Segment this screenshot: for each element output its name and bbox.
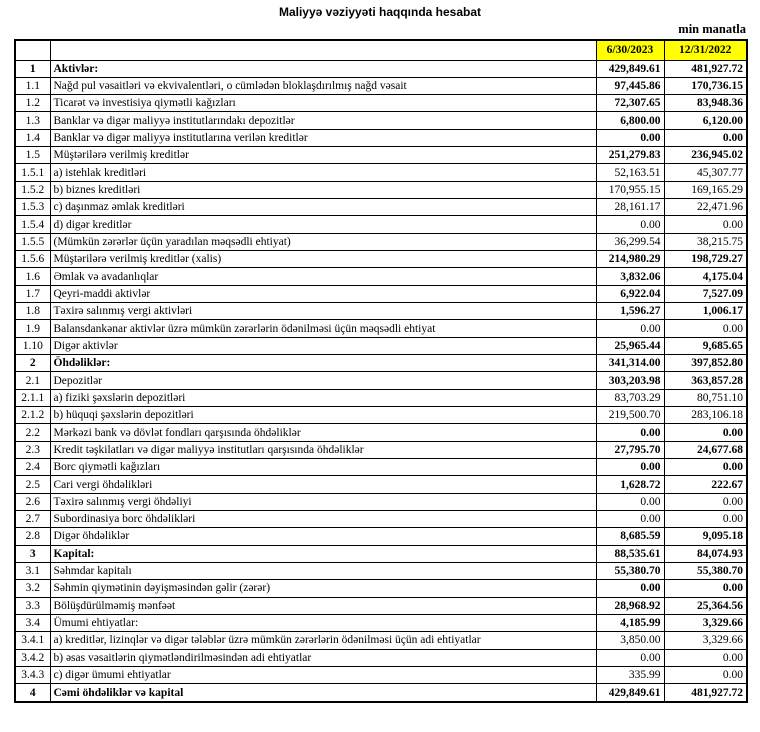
value-period-1-cell: 97,445.86: [596, 77, 664, 94]
table-row: [15, 355, 747, 372]
row-label-cell: Digər öhdəliklər: [50, 528, 596, 545]
value-period-1-cell: 72,307.65: [596, 95, 664, 112]
value-period-2-cell: 363,857.28: [664, 372, 747, 389]
value-period-1-cell: 36,299.54: [596, 233, 664, 250]
value-period-2-cell: 9,095.18: [664, 528, 747, 545]
value-period-1-cell: 303,203.98: [596, 372, 664, 389]
row-number-cell: 1.5.5: [15, 233, 50, 250]
value-period-2-cell: 0.00: [664, 511, 747, 528]
row-number-cell: 1.3: [15, 112, 50, 129]
value-period-2-cell: 0.00: [664, 424, 747, 441]
value-period-1-cell: 3,850.00: [596, 632, 664, 649]
row-label-cell: Borc qiymətli kağızları: [50, 459, 596, 476]
table-row: [15, 251, 747, 268]
value-period-2-cell: 0.00: [664, 493, 747, 510]
row-label-cell: (Mümkün zərərlər üçün yaradılan məqsədli ehtiyat): [50, 233, 596, 250]
value-period-2-cell: 84,074.93: [664, 545, 747, 562]
value-period-1-cell: 28,161.17: [596, 199, 664, 216]
row-number-cell: 2.1.1: [15, 389, 50, 406]
row-number-cell: 1.9: [15, 320, 50, 337]
table-row: [15, 389, 747, 406]
value-period-1-cell: 0.00: [596, 580, 664, 597]
value-period-2-cell: 198,729.27: [664, 251, 747, 268]
row-label-cell: d) digər kreditlər: [50, 216, 596, 233]
value-period-2-cell: 283,106.18: [664, 407, 747, 424]
header-label-cell: [50, 40, 596, 60]
value-period-2-cell: 1,006.17: [664, 303, 747, 320]
table-row: [15, 112, 747, 129]
value-period-1-cell: 219,500.70: [596, 407, 664, 424]
table-row: [15, 459, 747, 476]
row-label-cell: Balansdankənar aktivlər üzrə mümkün zərərlərin ödənilməsi üçün məqsədli ehtiyat: [50, 320, 596, 337]
row-label-cell: c) digər ümumi ehtiyatlar: [50, 666, 596, 683]
table-row: [15, 441, 747, 458]
row-label-cell: b) hüquqi şəxslərin depozitləri: [50, 407, 596, 424]
row-number-cell: 1.10: [15, 337, 50, 354]
row-label-cell: Ticarət və investisiya qiymətli kağızları: [50, 95, 596, 112]
table-row: [15, 493, 747, 510]
table-row: [15, 233, 747, 250]
value-period-1-cell: 27,795.70: [596, 441, 664, 458]
report-table-body: [15, 60, 747, 702]
value-period-2-cell: 38,215.75: [664, 233, 747, 250]
row-number-cell: 1.5: [15, 147, 50, 164]
row-label-cell: Qeyri-maddi aktivlər: [50, 285, 596, 302]
row-label-cell: Mərkəzi bank və dövlət fondları qarşısında öhdəliklər: [50, 424, 596, 441]
value-period-1-cell: 88,535.61: [596, 545, 664, 562]
row-label-cell: Ümumi ehtiyatlar:: [50, 615, 596, 632]
row-number-cell: 3.1: [15, 563, 50, 580]
row-label-cell: b) əsas vəsaitlərin qiymətləndirilməsindən adi ehtiyatlar: [50, 649, 596, 666]
table-row: [15, 666, 747, 683]
value-period-2-cell: 481,927.72: [664, 60, 747, 77]
value-period-1-cell: 1,596.27: [596, 303, 664, 320]
row-number-cell: 3.4.3: [15, 666, 50, 683]
value-period-2-cell: 481,927.72: [664, 684, 747, 702]
row-label-cell: a) fiziki şəxslərin depozitləri: [50, 389, 596, 406]
row-number-cell: 1: [15, 60, 50, 77]
row-number-cell: 2.3: [15, 441, 50, 458]
value-period-1-cell: 25,965.44: [596, 337, 664, 354]
value-period-2-cell: 7,527.09: [664, 285, 747, 302]
table-row: [15, 528, 747, 545]
value-period-1-cell: 170,955.15: [596, 181, 664, 198]
row-label-cell: Kredit təşkilatları və digər maliyyə institutları qarşısında öhdəliklər: [50, 441, 596, 458]
value-period-2-cell: 170,736.15: [664, 77, 747, 94]
table-row: [15, 597, 747, 614]
value-period-2-cell: 55,380.70: [664, 563, 747, 580]
table-row: [15, 615, 747, 632]
value-period-2-cell: 24,677.68: [664, 441, 747, 458]
table-row: [15, 337, 747, 354]
row-number-cell: 2.1.2: [15, 407, 50, 424]
row-number-cell: 2.8: [15, 528, 50, 545]
value-period-1-cell: 214,980.29: [596, 251, 664, 268]
value-period-1-cell: 0.00: [596, 511, 664, 528]
column-header-period-2: 12/31/2022: [664, 40, 747, 60]
value-period-2-cell: 9,685.65: [664, 337, 747, 354]
report-table: [14, 39, 748, 703]
row-label-cell: Müştərilərə verilmiş kreditlər: [50, 147, 596, 164]
value-period-1-cell: 4,185.99: [596, 615, 664, 632]
table-row: [15, 372, 747, 389]
table-row: [15, 181, 747, 198]
row-number-cell: 2.6: [15, 493, 50, 510]
value-period-1-cell: 0.00: [596, 459, 664, 476]
row-number-cell: 1.6: [15, 268, 50, 285]
table-row: [15, 580, 747, 597]
page-title: Maliyyə vəziyyəti haqqında hesabat: [278, 5, 482, 19]
row-number-cell: 1.7: [15, 285, 50, 302]
value-period-2-cell: 22,471.96: [664, 199, 747, 216]
row-number-cell: 1.5.3: [15, 199, 50, 216]
row-label-cell: c) daşınmaz əmlak kreditləri: [50, 199, 596, 216]
value-period-2-cell: 0.00: [664, 666, 747, 683]
row-label-cell: Banklar və digər maliyyə institutlarına verilən kreditlər: [50, 129, 596, 146]
row-number-cell: 1.4: [15, 129, 50, 146]
value-period-1-cell: 83,703.29: [596, 389, 664, 406]
table-row: [15, 476, 747, 493]
row-label-cell: Bölüşdürülməmiş mənfəət: [50, 597, 596, 614]
table-row: [15, 268, 747, 285]
row-number-cell: 3: [15, 545, 50, 562]
value-period-2-cell: 0.00: [664, 459, 747, 476]
row-number-cell: 2.7: [15, 511, 50, 528]
row-label-cell: Subordinasiya borc öhdəlikləri: [50, 511, 596, 528]
value-period-2-cell: 6,120.00: [664, 112, 747, 129]
row-number-cell: 2.4: [15, 459, 50, 476]
value-period-2-cell: 0.00: [664, 580, 747, 597]
value-period-2-cell: 4,175.04: [664, 268, 747, 285]
row-label-cell: Əmlak və avadanlıqlar: [50, 268, 596, 285]
row-number-cell: 2.5: [15, 476, 50, 493]
value-period-2-cell: 80,751.10: [664, 389, 747, 406]
table-row: [15, 303, 747, 320]
header-number-cell: [15, 40, 50, 60]
value-period-2-cell: 397,852.80: [664, 355, 747, 372]
value-period-2-cell: 169,165.29: [664, 181, 747, 198]
value-period-1-cell: 0.00: [596, 320, 664, 337]
row-label-cell: Banklar və digər maliyyə institutlarındakı depozitlər: [50, 112, 596, 129]
value-period-1-cell: 55,380.70: [596, 563, 664, 580]
value-period-1-cell: 251,279.83: [596, 147, 664, 164]
row-label-cell: Digər aktivlər: [50, 337, 596, 354]
table-row: [15, 285, 747, 302]
value-period-1-cell: 335.99: [596, 666, 664, 683]
value-period-1-cell: 429,849.61: [596, 60, 664, 77]
value-period-2-cell: 222.67: [664, 476, 747, 493]
row-label-cell: Depozitlər: [50, 372, 596, 389]
value-period-1-cell: 0.00: [596, 649, 664, 666]
row-number-cell: 3.4.1: [15, 632, 50, 649]
value-period-1-cell: 429,849.61: [596, 684, 664, 702]
table-row: [15, 95, 747, 112]
table-row: [15, 164, 747, 181]
table-row: [15, 684, 747, 702]
value-period-1-cell: 52,163.51: [596, 164, 664, 181]
value-period-2-cell: 3,329.66: [664, 632, 747, 649]
table-row: [15, 424, 747, 441]
table-row: [15, 147, 747, 164]
row-label-cell: Cari vergi öhdəlikləri: [50, 476, 596, 493]
row-label-cell: a) kreditlər, lizinqlər və digər tələblər üzrə mümkün zərərlərin ödənilməsi üçün adi ehtiyatlar: [50, 632, 596, 649]
value-period-1-cell: 0.00: [596, 129, 664, 146]
row-number-cell: 1.5.6: [15, 251, 50, 268]
value-period-1-cell: 28,968.92: [596, 597, 664, 614]
value-period-2-cell: 0.00: [664, 320, 747, 337]
value-period-2-cell: 0.00: [664, 649, 747, 666]
value-period-1-cell: 1,628.72: [596, 476, 664, 493]
row-number-cell: 1.1: [15, 77, 50, 94]
value-period-1-cell: 0.00: [596, 493, 664, 510]
table-row: [15, 77, 747, 94]
table-row: [15, 545, 747, 562]
row-number-cell: 4: [15, 684, 50, 702]
row-number-cell: 3.2: [15, 580, 50, 597]
row-label-cell: Kapital:: [50, 545, 596, 562]
value-period-1-cell: 6,922.04: [596, 285, 664, 302]
table-header-row: [15, 40, 747, 60]
row-number-cell: 2.2: [15, 424, 50, 441]
row-number-cell: 1.5.1: [15, 164, 50, 181]
table-row: [15, 129, 747, 146]
value-period-1-cell: 3,832.06: [596, 268, 664, 285]
row-number-cell: 1.8: [15, 303, 50, 320]
table-row: [15, 649, 747, 666]
row-number-cell: 3.3: [15, 597, 50, 614]
row-label-cell: b) biznes kreditləri: [50, 181, 596, 198]
row-label-cell: Təxirə salınmış vergi öhdəliyi: [50, 493, 596, 510]
value-period-2-cell: 45,307.77: [664, 164, 747, 181]
row-label-cell: Öhdəliklər:: [50, 355, 596, 372]
value-period-1-cell: 8,685.59: [596, 528, 664, 545]
value-period-1-cell: 0.00: [596, 424, 664, 441]
row-label-cell: Aktivlər:: [50, 60, 596, 77]
row-label-cell: Müştərilərə verilmiş kreditlər (xalis): [50, 251, 596, 268]
unit-note: min manatla: [678, 22, 746, 36]
value-period-2-cell: 0.00: [664, 216, 747, 233]
row-number-cell: 1.5.4: [15, 216, 50, 233]
table-row: [15, 60, 747, 77]
row-label-cell: Səhmin qiymətinin dəyişməsindən gəlir (zərər): [50, 580, 596, 597]
table-row: [15, 511, 747, 528]
table-row: [15, 632, 747, 649]
row-number-cell: 2.1: [15, 372, 50, 389]
value-period-2-cell: 236,945.02: [664, 147, 747, 164]
value-period-2-cell: 0.00: [664, 129, 747, 146]
table-row: [15, 199, 747, 216]
row-number-cell: 1.5.2: [15, 181, 50, 198]
value-period-2-cell: 25,364.56: [664, 597, 747, 614]
value-period-1-cell: 6,800.00: [596, 112, 664, 129]
row-number-cell: 2: [15, 355, 50, 372]
row-number-cell: 3.4.2: [15, 649, 50, 666]
table-row: [15, 407, 747, 424]
value-period-1-cell: 0.00: [596, 216, 664, 233]
column-header-period-1: 6/30/2023: [596, 40, 664, 60]
value-period-1-cell: 341,314.00: [596, 355, 664, 372]
row-label-cell: a) istehlak kreditləri: [50, 164, 596, 181]
table-row: [15, 216, 747, 233]
row-label-cell: Nağd pul vəsaitləri və ekvivalentləri, o cümlədən bloklaşdırılmış nağd vəsait: [50, 77, 596, 94]
table-row: [15, 563, 747, 580]
row-number-cell: 1.2: [15, 95, 50, 112]
row-label-cell: Səhmdar kapitalı: [50, 563, 596, 580]
table-row: [15, 320, 747, 337]
row-label-cell: Təxirə salınmış vergi aktivləri: [50, 303, 596, 320]
value-period-2-cell: 3,329.66: [664, 615, 747, 632]
row-number-cell: 3.4: [15, 615, 50, 632]
value-period-2-cell: 83,948.36: [664, 95, 747, 112]
row-label-cell: Cəmi öhdəliklər və kapital: [50, 684, 596, 702]
